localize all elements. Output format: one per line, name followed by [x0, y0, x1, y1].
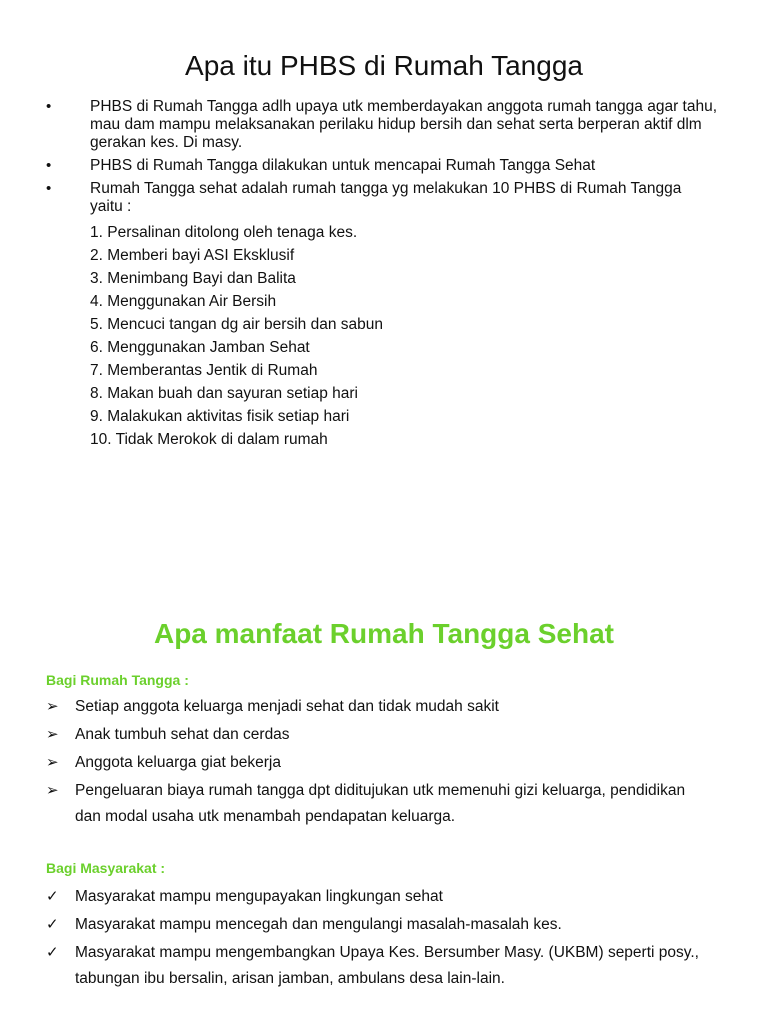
bullet-dot-icon: •	[46, 180, 52, 197]
slide2-title: Apa manfaat Rumah Tangga Sehat	[153, 618, 614, 649]
benefit-text: Masyarakat mampu mencegah dan mengulangi masalah-masalah kes.	[75, 916, 562, 933]
benefit-item	[0, 750, 768, 776]
benefit-item	[0, 912, 768, 938]
slide1-bullet-list	[0, 98, 768, 451]
section-label-rumah-tangga: Bagi Rumah Tangga :	[46, 672, 189, 688]
benefit-item	[0, 884, 768, 910]
benefit-item	[0, 940, 768, 992]
slide1-title: Apa itu PHBS di Rumah Tangga	[185, 50, 583, 81]
section-label-masyarakat: Bagi Masyarakat :	[46, 860, 166, 876]
benefit-text: Anak tumbuh sehat dan cerdas	[75, 726, 290, 743]
bullet-item	[0, 180, 768, 216]
benefit-text: Setiap anggota keluarga menjadi sehat dan tidak mudah sakit	[75, 698, 499, 715]
benefit-item	[0, 694, 768, 720]
benefit-item	[0, 722, 768, 748]
numbered-item: 9. Malakukan aktivitas fisik setiap hari	[90, 408, 350, 425]
numbered-item: 10. Tidak Merokok di dalam rumah	[90, 431, 328, 448]
bullet-dot-icon: •	[46, 98, 52, 115]
numbered-item: 6. Menggunakan Jamban Sehat	[90, 339, 310, 356]
bullet-dot-icon: •	[46, 157, 52, 174]
numbered-item: 7. Memberantas Jentik di Rumah	[90, 362, 318, 379]
benefit-text: Pengeluaran biaya rumah tangga dpt diditujukan utk memenuhi gizi keluarga, pendidikan dan modal usaha utk menambah pendapatan keluarga.	[75, 782, 686, 825]
benefit-text: Anggota keluarga giat bekerja	[75, 754, 281, 771]
bullet-text: PHBS di Rumah Tangga adlh upaya utk memberdayakan anggota rumah tangga agar tahu, mau dam mampu melaksanakan perilaku hidup bersih dan sehat serta berperan aktif dlm gerakan kes. Di masy.	[90, 98, 718, 151]
masyarakat-benefit-list	[0, 884, 768, 994]
numbered-item: 8. Makan buah dan sayuran setiap hari	[90, 385, 358, 402]
bullet-text: PHBS di Rumah Tangga dilakukan untuk mencapai Rumah Tangga Sehat	[90, 157, 596, 174]
slide-manfaat	[0, 590, 768, 1024]
numbered-item: 1. Persalinan ditolong oleh tenaga kes.	[90, 224, 358, 241]
numbered-item: 3. Menimbang Bayi dan Balita	[90, 270, 296, 287]
arrow-bullet-icon: ➢	[46, 782, 59, 799]
benefit-text: Masyarakat mampu mengupayakan lingkungan sehat	[75, 888, 443, 905]
arrow-bullet-icon: ➢	[46, 754, 59, 771]
arrow-bullet-icon: ➢	[46, 698, 59, 715]
numbered-item: 5. Mencuci tangan dg air bersih dan sabun	[90, 316, 383, 333]
checkmark-icon: ✓	[46, 916, 59, 933]
arrow-bullet-icon: ➢	[46, 726, 59, 743]
checkmark-icon: ✓	[46, 944, 59, 961]
checkmark-icon: ✓	[46, 888, 59, 905]
rumah-tangga-benefit-list	[0, 694, 768, 832]
bullet-item	[0, 157, 768, 175]
numbered-item: 2. Memberi bayi ASI Eksklusif	[90, 247, 295, 264]
benefit-item	[0, 778, 768, 830]
phbs-numbered-list	[0, 221, 768, 451]
bullet-text: Rumah Tangga sehat adalah rumah tangga yg melakukan 10 PHBS di Rumah Tangga yaitu :	[90, 180, 682, 215]
bullet-item	[0, 98, 768, 152]
benefit-text: Masyarakat mampu mengembangkan Upaya Kes. Bersumber Masy. (UKBM) seperti posy., tabungan ibu bersalin, arisan jamban, ambulans desa lain-lain.	[75, 944, 699, 987]
numbered-item: 4. Menggunakan Air Bersih	[90, 293, 277, 310]
